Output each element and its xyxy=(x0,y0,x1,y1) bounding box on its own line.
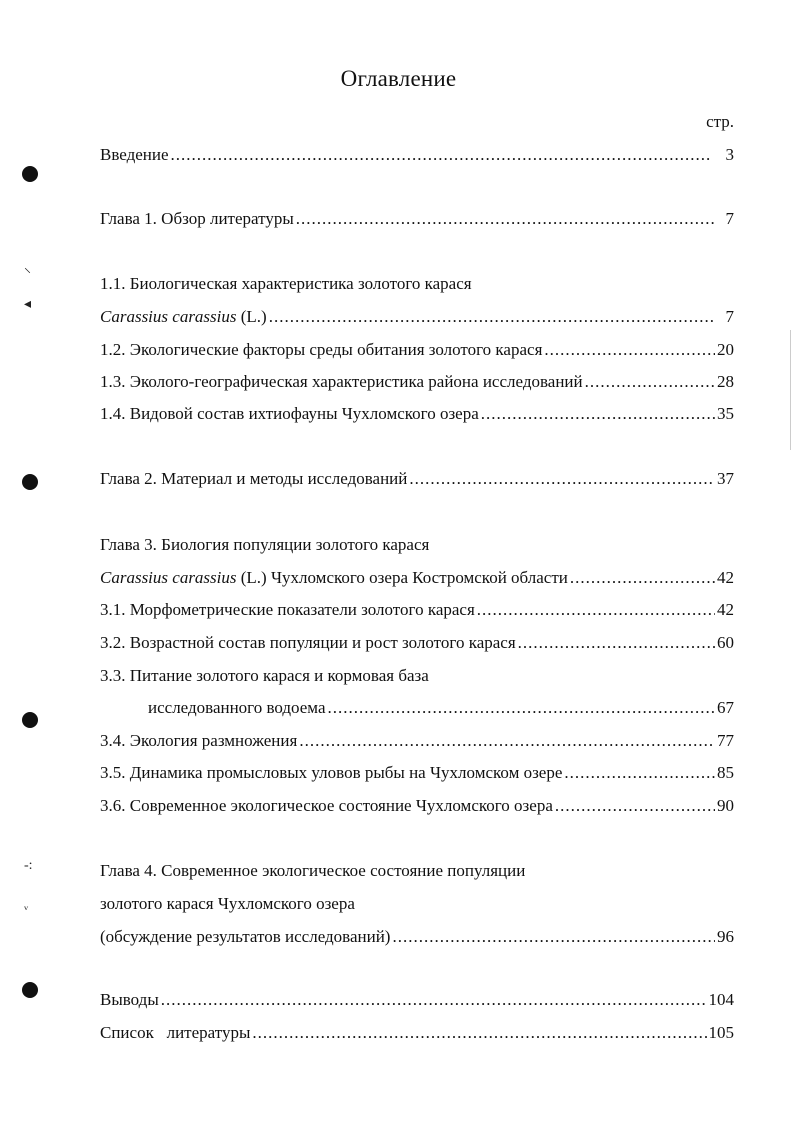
toc-entry-chapter-1[interactable] xyxy=(100,207,734,231)
toc-entry-3-3-cont[interactable] xyxy=(148,696,734,720)
toc-entry-label: золотого карася Чухломского озера xyxy=(100,894,355,913)
scan-mark-icon: ᵥ xyxy=(24,898,29,913)
toc-entry-chapter-3-cont[interactable] xyxy=(100,566,734,590)
toc-entry-label: 1.2. Экологические факторы среды обитания золотого карася xyxy=(100,340,543,359)
species-author: (L.) Чухломского озера Костромской области xyxy=(236,568,568,587)
toc-entry-label: Выводы xyxy=(100,990,159,1009)
toc-entry-1-4[interactable] xyxy=(100,402,734,426)
toc-entry-label: 3.3. Питание золотого карася и кормовая база xyxy=(100,666,429,685)
scan-mark-icon: ⸜ xyxy=(24,261,31,276)
species-name: Carassius carassius xyxy=(100,568,237,587)
toc-entry-label: Список литературы xyxy=(100,1023,251,1042)
toc-page-number: 85 xyxy=(717,763,734,782)
dot-leader xyxy=(409,467,715,491)
punch-hole-icon xyxy=(22,712,38,728)
toc-entry-label: Глава 2. Материал и методы исследований xyxy=(100,469,408,488)
toc-page-number: 7 xyxy=(725,307,734,326)
toc-page-number: 35 xyxy=(717,404,734,423)
toc-entry-label: исследованного водоема xyxy=(148,698,326,717)
toc-entry-label: Введение xyxy=(100,145,169,164)
toc-page-number: 42 xyxy=(717,568,734,587)
toc-entry-references[interactable] xyxy=(100,1021,734,1045)
toc-entry-label: 3.5. Динамика промысловых уловов рыбы на Чухломском озере xyxy=(100,763,563,782)
scan-mark-icon: -: xyxy=(24,858,33,873)
toc-entry-chapter-3[interactable] xyxy=(100,533,734,557)
toc-entry-3-3[interactable] xyxy=(100,664,734,688)
toc-entry-conclusions[interactable] xyxy=(100,988,734,1012)
toc-page-number: 20 xyxy=(717,340,734,359)
page-title: Оглавление xyxy=(340,66,457,91)
toc-entry-label xyxy=(100,305,267,329)
toc-entry-label: (обсуждение результатов исследований) xyxy=(100,927,391,946)
dot-leader xyxy=(296,207,716,231)
toc-entry-chapter-4[interactable] xyxy=(100,859,734,883)
species-author: (L.) xyxy=(236,307,267,326)
toc-entry-1-2[interactable] xyxy=(100,338,734,362)
toc-entry-chapter-4-cont2[interactable] xyxy=(100,925,734,949)
toc-entry-1-1-cont[interactable] xyxy=(100,305,734,329)
toc-page-number: 77 xyxy=(717,731,734,750)
toc-entry-3-4[interactable] xyxy=(100,729,734,753)
punch-hole-icon xyxy=(22,982,38,998)
dot-leader xyxy=(564,761,715,785)
toc-page-number: 67 xyxy=(717,698,734,717)
toc-entry-label: Глава 1. Обзор литературы xyxy=(100,209,294,228)
toc-entry-label: 3.2. Возрастной состав популяции и рост золотого карася xyxy=(100,633,516,652)
toc-entry-label: 1.4. Видовой состав ихтиофауны Чухломского озера xyxy=(100,404,479,423)
toc-entry-label: 3.1. Морфометрические показатели золотого карася xyxy=(100,600,475,619)
toc-page-number: 90 xyxy=(717,796,734,815)
toc-page-number: 60 xyxy=(717,633,734,652)
toc-entry-chapter-4-cont[interactable] xyxy=(100,892,734,916)
toc-page-number: 96 xyxy=(717,927,734,946)
dot-leader xyxy=(518,631,715,655)
punch-hole-icon xyxy=(22,474,38,490)
toc-entry-label: Глава 3. Биология популяции золотого карася xyxy=(100,535,430,554)
toc-entry-label: 3.4. Экология размножения xyxy=(100,731,298,750)
toc-entry-3-1[interactable] xyxy=(100,598,734,622)
dot-leader xyxy=(299,729,715,753)
dot-leader xyxy=(328,696,716,720)
toc-entry-3-6[interactable] xyxy=(100,794,734,818)
dot-leader xyxy=(269,305,715,329)
dot-leader xyxy=(171,143,712,167)
dot-leader xyxy=(481,402,715,426)
scan-mark-icon: ◂ xyxy=(24,297,32,312)
toc-page-number: 104 xyxy=(708,990,734,1009)
dot-leader xyxy=(161,988,707,1012)
species-name: Carassius carassius xyxy=(100,307,237,326)
toc-entry-1-1[interactable] xyxy=(100,272,734,296)
toc-entry-intro[interactable] xyxy=(100,143,734,167)
dot-leader xyxy=(477,598,715,622)
toc-entry-3-2[interactable] xyxy=(100,631,734,655)
toc-entry-label: 3.6. Современное экологическое состояние Чухломского озера xyxy=(100,796,553,815)
toc-entry-label: 1.3. Эколого-географическая характеристика района исследований xyxy=(100,372,583,391)
toc-page-number: 3 xyxy=(725,145,734,164)
dot-leader xyxy=(392,925,715,949)
toc-page-number: 42 xyxy=(717,600,734,619)
dot-leader xyxy=(570,566,715,590)
toc-entry-chapter-2[interactable] xyxy=(100,467,734,491)
dot-leader xyxy=(585,370,715,394)
toc-page-number: 105 xyxy=(708,1023,734,1042)
toc-page-number: 7 xyxy=(725,209,734,228)
punch-hole-icon xyxy=(22,166,38,182)
dot-leader xyxy=(252,1021,706,1045)
toc-page-number: 28 xyxy=(717,372,734,391)
toc-entry-1-3[interactable] xyxy=(100,370,734,394)
scan-edge-line xyxy=(790,330,791,450)
toc-page-number: 37 xyxy=(717,469,734,488)
dot-leader xyxy=(544,338,715,362)
toc-entry-3-5[interactable] xyxy=(100,761,734,785)
toc-entry-label: 1.1. Биологическая характеристика золотого карася xyxy=(100,274,472,293)
pages-column-header: стр. xyxy=(706,112,734,131)
dot-leader xyxy=(555,794,715,818)
toc-entry-label: Глава 4. Современное экологическое состояние популяции xyxy=(100,861,526,880)
toc-entry-label xyxy=(100,566,568,590)
